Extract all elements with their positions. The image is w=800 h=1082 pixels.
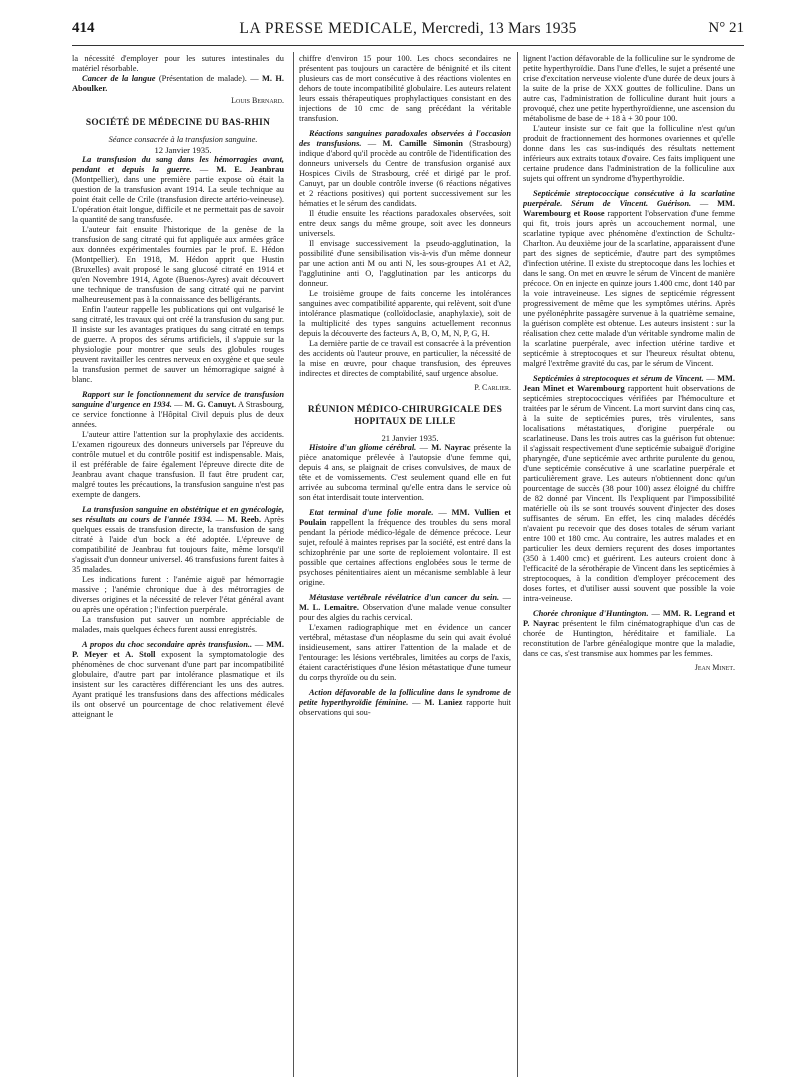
- article-choc-secondaire: A propos du choc secondaire après transfusion.. — MM. P. Meyer et A. Stoll exposent la symptomatologie des phénomènes de choc survenant d'une part par incompatibilité globulaire, d'autre part par intolérance plasmatique et ils insistent sur les caractères différenciant les uns des autres. Ayant pratiqué les transfusions dans des affections médicales ils ont observé un pourcentage de choc relativement élevé atteignant le: [72, 639, 284, 719]
- article-gliome: Histoire d'un gliome cérébral. — M. Nayrac présente la pièce anatomique prélevée à l'autopsie d'une femme qui, depuis 4 ans, se plaignait de crises convulsives, de maux de tête et de vomissements. C'est seulement quand elle en fut arrivée au subcoma terminal qu'elle entra dans le service où son état interdisait toute intervention.: [299, 443, 511, 502]
- column-2: [299, 54, 511, 718]
- article-septicemies-vincent: Septicémies à streptocoques et sérum de Vincent. — MM. Jean Minet et Warembourg rapportent huit observations de septicémies streptococciques vérifiées par l'hémoculture et traitées par le sérum de Vincent. La mort survint dans cinq cas, à la suite de septicémies pures, très virulentes, sans localisations métastatiques, d'origine puerpérale ou scarlatineuse. Dans les trois autres cas la guérison fut obtenue: il s'agissait respectivement d'une septicémie subaiguë d'origine pharyngée, d'une septicémie avec arthrite purulente du genou, d'une septicémie consécutive à une scarlatine puerpérale et particulièrement grave. Les auteurs n'obtiennent donc qu'un pourcentage de succès (38 pour 100) assez éloigné du chiffre de 82 donné par Vincent. Ils l'expliquent par l'impossibilité matérielle où ils se sont trouvés souvent d'injecter des doses suffisantes de sérum. En effet, les cinq malades décédés n'avaient pu recevoir que des doses totales de sérum variant entre 100 et 180 cmc. Au contraire, les autres malades et en particulier les deux derniers reçurent des doses importantes (350 à 1.400 cmc) et guérirent. Les auteurs croient donc à l'efficacité de la sérothérapie de Vincent dans les septicémies à streptocoques, à la condition d'employer précocement des doses fortes, et d'utiliser aussi souvent que possible la voie intra-veineuse.: [523, 374, 735, 603]
- article-title: La transfusion sanguine en obstétrique et en gynécologie, ses résultats au cours de l'année 1934.: [72, 504, 284, 524]
- article-text: présentent le film cinématographique d'un cas de chorée de Huntington, héréditaire et familiale. La reconstitution de l'arbre généalogique montre que la maladie, dans ce cas, s'est transmise aux hommes par les femmes.: [523, 619, 735, 658]
- article-text: exposent la symptomatologie des phénomènes de choc survenant d'une part par incompatibilité globulaire, d'autre part par intolérance plasmatique et ils insistent sur les caractères différenciant les uns des autres. Ayant pratiqué les transfusions dans des affections médicales ils ont observé un pourcentage de choc relativement élevé atteignant le: [72, 649, 284, 719]
- issue-number: N° 21: [708, 20, 744, 36]
- section-title: SOCIÉTÉ DE MÉDECINE DU BAS-RHIN: [85, 118, 271, 128]
- article-metastase: Métastase vertébrale révélatrice d'un cancer du sein. — M. L. Lemaitre. Observation d'une malade venue consulter pour des algies du rachis cervical.: [299, 593, 511, 622]
- paragraph: Il étudie ensuite les réactions paradoxales observées, soit entre deux sangs du même groupe, soit avec les donneurs universels.: [299, 209, 511, 238]
- paragraph: chiffre d'environ 15 pour 100. Les chocs secondaires ne présentent pas toujours un caractère de bénignité et ils citent plusieurs cas de mort consécutive à des réactions violentes en dehors de toute incompatibilité globulaire. Les auteurs relatent leurs essais thérapeutiques prophylactiques consistant en des injections de 10 cmc de sang précédant la véritable transfusion.: [299, 54, 511, 123]
- article-author: M. Camille Simonin: [382, 139, 463, 148]
- article-title: La transfusion du sang dans les hémorragies avant, pendant et depuis la guerre.: [72, 154, 284, 174]
- page-header: [72, 20, 744, 42]
- article-text: Après quelques essais de transfusion directe, la transfusion de sang citraté à l'aide d'un bock a été adoptée. L'épreuve de compatibilité de Jeanbrau fut toujours faite, même lorsqu'il s'agissait d'un donneur universel. 46 transfusions furent faites à 35 malades.: [72, 514, 284, 574]
- article-author: M. L. Lemaitre.: [299, 603, 359, 612]
- article-text: rappellent la fréquence des troubles du sens moral pendant la période médico-légale de démence précoce. Leur sujet, refoulé à maintes reprises par la société, est entré dans la schizophrénie par une sorte de reploiement volontaire. Il est possible que certaines affections englobées sous le terme de psychoses pénitentiaires aient un mécanisme semblable à leur origine.: [299, 518, 511, 587]
- column-divider: [293, 52, 294, 1077]
- article-title: Métastase vertébrale révélatrice d'un cancer du sein.: [309, 593, 500, 602]
- article-text: (Strasbourg) indique d'abord qu'il procède au contrôle de l'identification des donneurs universels du Centre de transfusion organisé aux Hospices Civils de Strasbourg, créé et dirigé par le prof. Canuyt, par un double contrôle inverse (6 réactions négatives et 2 réactions positives) qui portent successivement sur les hématies et le sérum des candidats.: [299, 139, 511, 208]
- article-author: MM. P. Meyer et A. Stoll: [72, 639, 284, 659]
- issue-date: Mercredi, 13 Mars 1935: [421, 20, 577, 37]
- article-author: M. Nayrac: [431, 443, 471, 452]
- signature: Louis Bernard.: [231, 96, 284, 105]
- article-subtitle: (Présentation de malade).: [158, 74, 247, 83]
- article-folie-morale: Etat terminal d'une folie morale. — MM. Vullien et Poulain rappellent la fréquence des troubles du sens moral pendant la période médico-légale de démence précoce. Leur sujet, refoulé à maintes reprises par la société, est entré dans la schizophrénie par une sorte de reploiement volontaire. Il est possible que certaines affections englobées sous le terme de psychoses pénitentiaires aient un mécanisme semblable à leur origine.: [299, 508, 511, 587]
- article-author: MM. Vullien et Poulain: [299, 508, 511, 527]
- article-title: Cancer de la langue: [82, 74, 156, 83]
- article-reactions-paradoxales: Réactions sanguines paradoxales observées à l'occasion des transfusions. — M. Camille Simonin (Strasbourg) indique d'abord qu'il procède au contrôle de l'identification des donneurs universels du Centre de transfusion organisé aux Hospices Civils de Strasbourg, créé et dirigé par le prof. Canuyt, par un double contrôle inverse (6 réactions négatives et 2 réactions positives) qui portent successivement sur les hématies et le sérum des candidats.: [299, 129, 511, 208]
- paragraph: L'auteur attire l'attention sur la prophylaxie des accidents. L'examen rigoureux des donneurs universels par l'épreuve du contrôle mutuel et du contrôle positif est indispensable. Mais, il est préférable de faire également l'épreuve directe dite de Jeanbrau avant chaque transfusion. Il faut être prudent car, malgré toutes les précautions, la transfusion sanguine n'est pas exempte de dangers.: [72, 429, 284, 499]
- article-author: M. E. Jeanbrau: [216, 164, 284, 174]
- article-author: MM. R. Legrand et P. Nayrac: [523, 609, 735, 628]
- article-text: A Strasbourg, ce service fonctionne à l'Hôpital Civil depuis plus de deux années.: [72, 399, 284, 429]
- paragraph: La transfusion put sauver un nombre appréciable de malades, mais quelques échecs furent aussi enregistrés.: [72, 614, 284, 634]
- article-title: Etat terminal d'une folie morale.: [309, 508, 434, 517]
- article-title: Réactions sanguines paradoxales observées à l'occasion des transfusions.: [299, 129, 511, 148]
- session-date: 12 Janvier 1935.: [154, 144, 212, 155]
- article-text: rapportent l'observation d'une femme qui fit, trois jours après un accouchement normal, une scarlatine typique avec phénomène d'extinction de Schultz-Charlton. Au deuxième jour de la scarlatine, apparaissent d'une part des signes de septicémie, d'autre part des symptômes d'infection utérine. Il existe du streptocoque dans les lochies et dans le sang. On met en œuvre le sérum de Vincent de manière précoce. On en injecte en quinze jours 1.400 cmc, dont 140 par la voie intraveineuse. Les signes de septicémie régressent progressivement de même que les symptômes utérins. Après une pyélonéphrite passagère survenue à la quatrième semaine, la guérison complète est obtenue. Les auteurs insistent : sur la réalisation chez cette malade d'un véritable syndrome malin de la scarlatine puerpérale, avec infection utérine tardive et septicémie à streptocoques et sur l'heureux résultat obtenu, malgré l'extrême gravité du cas, par le sérum de Vincent.: [523, 209, 735, 368]
- session-date: 21 Janvier 1935.: [381, 433, 439, 443]
- article-choree-huntington: Chorée chronique d'Huntington. — MM. R. Legrand et P. Nayrac présentent le film cinématographique d'un cas de chorée de Huntington, héréditaire et familiale. La reconstitution de l'arbre généalogique montre que la maladie, dans ce cas, s'est transmise aux hommes par les femmes.: [523, 609, 735, 658]
- article-folliculine: Action défavorable de la folliculine dans le syndrome de petite hyperthyroïdie féminine. — M. Laniez rapporte huit observations qui sou-: [299, 688, 511, 717]
- paragraph: la nécessité d'employer pour les sutures intestinales du matériel résorbable.: [72, 54, 284, 73]
- paragraph: L'auteur insiste sur ce fait que la folliculine n'est qu'un produit de fractionnement des hormones ovariennes et qu'elle donne dans les cas sus-indiqués des résultats nettement inférieurs aux extraits totaux d'ovaire. Ces faits impliquent une certaine prudence dans l'administration de la folliculine aux sujets qui offrent un syndrome d'hyperthyroïdie.: [523, 124, 735, 183]
- page-number: 414: [72, 20, 95, 36]
- column-1: [72, 54, 284, 720]
- article-author: MM. Jean Minet et Warembourg: [523, 374, 735, 393]
- article-title: Septicémies à streptocoques et sérum de Vincent.: [533, 374, 704, 383]
- paragraph: L'auteur fait ensuite l'historique de la genèse de la transfusion de sang citraté qui fut appliquée aux armées grâce aux données expérimentales fournies par le prof. E. Hédon (Montpellier). En 1918, M. Hédon apprit que Hustin (Bruxelles) avait proposé le sang glucosé citraté en 1914 et qu'en Novembre 1914, Agote (Buenos-Ayres) avait découvert une technique de transfusion de sang citraté qui ne parvint malheureusement pas à la connaissance des belligérants.: [72, 224, 284, 304]
- article-title: Histoire d'un gliome cérébral.: [309, 443, 417, 452]
- article-author: M. H. Aboulker.: [72, 74, 284, 93]
- signature: Jean Minet.: [694, 663, 735, 672]
- article-text: (Montpellier), dans une première partie expose où était la question de la transfusion avant 1914. La seule technique au point était celle de Crile (transfusion directe artério-veineuse). L'opération était longue, difficile et ne permettait pas de savoir la quantité de sang transfusée.: [72, 174, 284, 224]
- article-author: M. Reeb.: [227, 514, 262, 524]
- seance-subtitle: Séance consacrée à la transfusion sanguine.: [108, 134, 258, 144]
- article-septicemie-scarlatine: Septicémie streptococcique consécutive à la scarlatine puerpérale. Sérum de Vincent. Guérison. — MM. Warembourg et Roose rapportent l'observation d'une femme qui fit, trois jours après un accouchement normal, une scarlatine typique avec phénomène d'extinction de Schultz-Charlton. Au deuxième jour de la scarlatine, apparaissent d'une part des signes de septicémie, d'autre part des symptômes d'infection utérine. Il existe du streptocoque dans les lochies et dans le sang. On met en œuvre le sérum de Vincent de manière précoce. On en injecte en quinze jours 1.400 cmc, dont 140 par la voie intraveineuse. Les signes de septicémie régressent progressivement de même que les symptômes utérins. Après une pyélonéphrite passagère survenue à la quatrième semaine, la guérison complète est obtenue. Les auteurs insistent : sur la réalisation chez cette malade d'un véritable syndrome malin de la scarlatine puerpérale, avec infection utérine tardive et septicémie à streptocoques et sur l'heureux résultat obtenu, malgré l'extrême gravité du cas, par le sérum de Vincent.: [523, 189, 735, 368]
- signature: P. Carlier.: [474, 383, 511, 392]
- article-text: rapporte huit observations qui sou-: [299, 698, 511, 717]
- section-title: RÉUNION MÉDICO-CHIRURGICALE DES HOPITAUX DE LILLE: [307, 405, 503, 427]
- article-transfusion-guerre: La transfusion du sang dans les hémorragies avant, pendant et depuis la guerre. — M. E. Jeanbrau (Montpellier), dans une première partie expose où était la question de la transfusion avant 1914. La seule technique au point était celle de Crile (transfusion directe artério-veineuse). L'opération était longue, difficile et ne permettait pas de savoir la quantité de sang transfusée.: [72, 154, 284, 224]
- column-divider: [517, 52, 518, 1077]
- paragraph: Il envisage successivement la pseudo-agglutination, la possibilité d'une sensibilisation vis-à-vis d'un même donneur par une action anti M ou anti N, les sous-groupes A1 et A2, l'agglutinine anti O, l'agglutination par les anticorps du donneur.: [299, 239, 511, 288]
- article-author: MM. Warembourg et Roose: [523, 199, 735, 218]
- paragraph: lignent l'action défavorable de la folliculine sur le syndrome de petite hyperthyroïdie. Dans l'une d'elles, le sujet a présenté une crise d'excitation nerveuse violente d'une durée de deux jours à la suite de la prise de XXX gouttes de folliculine. Dans un autre cas, l'administration de folliculine durant huit jours a provoqué, chez une petite hyperthyroïdienne, une ascension du métabolisme de base de + 18 à + 30 pour 100.: [523, 54, 735, 123]
- paragraph: L'examen radiographique met en évidence un cancer vertébral, métastase d'un néoplasme du sein qui avait évolué insidieusement, sans attirer l'attention de la malade et de l'entourage: les lésions vertébrales, limitées au corps de l'axis, étaient caractéristiques d'une lésion métastatique d'une tumeur du corps thyroïde ou du sein.: [299, 623, 511, 682]
- article-title: Rapport sur le fonctionnement du service de transfusion sanguine d'urgence en 1934.: [72, 389, 284, 409]
- article-title: A propos du choc secondaire après transfusion..: [82, 639, 253, 649]
- paragraph: Les indications furent : l'anémie aiguë par hémorragie massive ; l'anémie chronique due à des métrorragies de diverses origines et la nécessité de relever l'état général avant ou après une opération ; l'infection puerpérale.: [72, 574, 284, 614]
- column-3: [523, 54, 735, 673]
- article-author: M. G. Canuyt.: [184, 399, 237, 409]
- paragraph: Le troisième groupe de faits concerne les intolérances sanguines avec compatibilité apparente, qui relèvent, soit d'une intolérance plasmatique (colloïdoclasie, anaphylaxie), soit de la multiplicité des types sanguins actuellement reconnus depuis la découverte des facteurs A, B, O, M, N, P, G, H.: [299, 289, 511, 338]
- article-title: Action défavorable de la folliculine dans le syndrome de petite hyperthyroïdie féminine.: [299, 688, 511, 707]
- article-text: Observation d'une malade venue consulter pour des algies du rachis cervical.: [299, 603, 511, 622]
- article-rapport-service: Rapport sur le fonctionnement du service de transfusion sanguine d'urgence en 1934. — M. G. Canuyt. A Strasbourg, ce service fonctionne à l'Hôpital Civil depuis plus de deux années.: [72, 389, 284, 429]
- journal-name: LA PRESSE MEDICALE,: [239, 20, 418, 37]
- article-obstetrique: La transfusion sanguine en obstétrique et en gynécologie, ses résultats au cours de l'année 1934. — M. Reeb. Après quelques essais de transfusion directe, la transfusion de sang citraté à l'aide d'un bock a été adoptée. L'épreuve de compatibilité de Jeanbrau fut toujours faite, même lorsqu'il s'agissait d'un donneur universel. 46 transfusions furent faites à 35 malades.: [72, 504, 284, 574]
- article-author: M. Laniez: [424, 698, 463, 707]
- paragraph: La dernière partie de ce travail est consacrée à la prévention des accidents où l'auteur prouve, en particulier, la nécessité de la mise en œuvre, pour chaque transfusion, des épreuves indirectes et directes de comptabilité, sauf urgence absolue.: [299, 339, 511, 378]
- article-cancer-langue: Cancer de la langue (Présentation de malade). — M. H. Aboulker.: [72, 74, 284, 93]
- paragraph: Enfin l'auteur rappelle les publications qui ont vulgarisé le sang citraté, les travaux qui ont créé la transfusion du sang pur. Il insiste sur les avantages pratiques du sang citraté en temps de guerre. A propos des sérums artificiels, il s'appuie sur la physiologie pour montrer que seuls des globules rouges peuvent ravitailler les centres nerveux en oxygène et que seule la transfusion permet de sauver un hémorragique saigné à blanc.: [72, 304, 284, 384]
- article-title: Chorée chronique d'Huntington.: [533, 609, 649, 618]
- header-rule: [72, 45, 744, 46]
- article-text: présente la pièce anatomique prélevée à l'autopsie d'une femme qui, depuis 4 ans, se plaignait de crises convulsives, de maux de tête et de vomissements. C'est seulement quand elle en fut arrivée au subcoma terminal qu'elle entra dans le service où son état interdisait toute intervention.: [299, 443, 511, 502]
- article-title: Septicémie streptococcique consécutive à la scarlatine puerpérale. Sérum de Vincent. Guérison.: [523, 189, 735, 208]
- article-text: rapportent huit observations de septicémies streptococciques vérifiées par l'hémoculture et traitées par le sérum de Vincent. La mort survint dans cinq cas, à la suite de septicémies pures, très virulentes, sans localisations métastatiques, d'origine puerpérale ou scarlatineuse. Dans les trois autres cas la guérison fut obtenue: il s'agissait respectivement d'une septicémie subaiguë d'origine pharyngée, d'une septicémie avec arthrite purulente du genou, d'une septicémie consécutive à une scarlatine puerpérale et particulièrement grave. Les auteurs n'obtiennent donc qu'un pourcentage de succès (38 pour 100) assez éloigné du chiffre de 82 donné par Vincent. Ils l'expliquent par l'impossibilité matérielle où ils se sont trouvés souvent d'injecter des doses suffisantes de sérum. En effet, les cinq malades décédés n'avaient pu recevoir que des doses totales de sérum variant entre 100 et 180 cmc. Au contraire, les autres malades et en particulier les deux derniers reçurent des doses importantes (350 à 1.400 cmc) et guérirent. Les auteurs croient donc à l'efficacité de la sérothérapie de Vincent dans les septicémies à streptocoques, à la condition d'employer précocement des doses fortes, et d'utiliser aussi souvent que possible la voie intra-veineuse.: [523, 384, 735, 603]
- journal-title: [72, 20, 744, 38]
